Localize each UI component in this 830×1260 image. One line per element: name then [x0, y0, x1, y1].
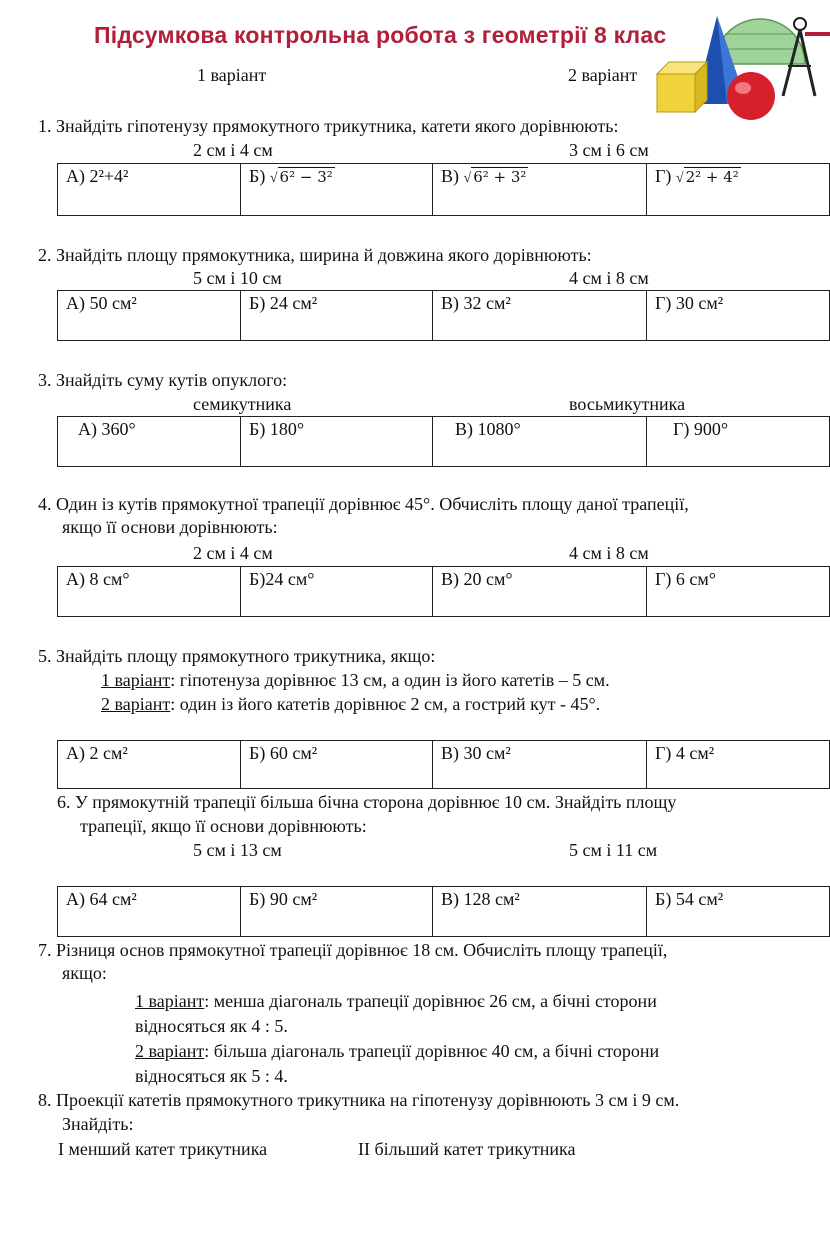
cube-icon — [657, 62, 707, 112]
answer-option[interactable]: Б) 180° — [241, 417, 433, 467]
question-6-text-line-2: трапеції, якщо її основи дорівнюють: — [80, 816, 367, 836]
answer-option[interactable]: Г) 30 см² — [647, 291, 830, 341]
answer-option[interactable]: Г) 6 см° — [647, 567, 830, 617]
question-4-variant-2: 4 см і 8 см — [569, 543, 649, 563]
answer-option[interactable]: А) 2 см² — [58, 741, 241, 789]
answer-option[interactable]: А) 64 см² — [58, 887, 241, 937]
question-2-variant-1: 5 см і 10 см — [193, 268, 282, 288]
question-8-part-2: ІІ більший катет трикутника — [358, 1139, 576, 1159]
question-2-text: 2. Знайдіть площу прямокутника, ширина й довжина якого дорівнюють: — [38, 245, 592, 265]
answer-option[interactable]: А) 50 см² — [58, 291, 241, 341]
answer-option[interactable]: Г) 900° — [647, 417, 830, 467]
question-7-variant-1: 1 варіант: менша діагональ трапеції дорівнює 26 см, а бічні сторони — [135, 991, 657, 1011]
variant-2-label: 2 варіант — [568, 65, 638, 85]
answer-option[interactable]: Г) 4 см² — [647, 741, 830, 789]
question-7-variant-2-cont: відносяться як 5 : 4. — [135, 1066, 288, 1086]
answer-option[interactable]: А) 8 см° — [58, 567, 241, 617]
sphere-icon — [727, 72, 775, 120]
question-3-variant-1: семикутника — [193, 394, 292, 414]
variant-1-label: 1 варіант — [197, 65, 267, 85]
question-7-text-line-1: 7. Різниця основ прямокутної трапеції дорівнює 18 см. Обчисліть площу трапеції, — [38, 940, 668, 960]
question-3-answers — [57, 416, 830, 467]
question-4-answers — [57, 566, 830, 617]
question-1-text: 1. Знайдіть гіпотенузу прямокутного трикутника, катети якого дорівнюють: — [38, 116, 619, 136]
answer-option[interactable]: Б) 24 см² — [241, 291, 433, 341]
answer-option[interactable]: В) 32 см² — [433, 291, 647, 341]
question-6-text-line-1: 6. У прямокутній трапеції більша бічна сторона дорівнює 10 см. Знайдіть площу — [57, 792, 677, 812]
question-4-variant-1: 2 см і 4 см — [193, 543, 273, 563]
question-5-answers — [57, 740, 830, 789]
question-1-variant-2: 3 см і 6 см — [569, 140, 649, 160]
answer-option[interactable]: А) 360° — [58, 417, 241, 467]
answer-option[interactable]: Г) √ 2² + 4² — [647, 164, 830, 216]
question-6-answers — [57, 886, 830, 937]
answer-option[interactable]: В) 128 см² — [433, 887, 647, 937]
answer-option[interactable]: Б)24 см° — [241, 567, 433, 617]
question-3-variant-2: восьмикутника — [569, 394, 686, 414]
question-8-part-1: І менший катет трикутника — [58, 1139, 268, 1159]
question-6-variant-2: 5 см і 11 см — [569, 840, 658, 860]
question-5-variant-2: 2 варіант: один із його катетів дорівнює 2 см, а гострий кут - 45°. — [101, 694, 601, 714]
question-4-text-line-2: якщо її основи дорівнюють: — [62, 517, 278, 537]
question-4-text-line-1: 4. Один із кутів прямокутної трапеції дорівнює 45°. Обчисліть площу даної трапеції, — [38, 494, 689, 514]
answer-option[interactable]: В) 20 см° — [433, 567, 647, 617]
answer-option[interactable]: Б) 60 см² — [241, 741, 433, 789]
answer-option[interactable]: Б) 90 см² — [241, 887, 433, 937]
question-7-variant-1-cont: відносяться як 4 : 5. — [135, 1016, 288, 1036]
question-2-answers — [57, 290, 830, 341]
question-8-text-line-1: 8. Проекції катетів прямокутного трикутника на гіпотенузу дорівнюють 3 см і 9 см. — [38, 1090, 680, 1110]
page-title: Підсумкова контрольна робота з геометрії 8 клас — [94, 22, 667, 48]
question-7-text-line-2: якщо: — [62, 963, 107, 983]
question-8-text-line-2: Знайдіть: — [62, 1114, 134, 1134]
answer-option[interactable]: Б) √ 6² − 3² — [241, 164, 433, 216]
question-7-variant-2: 2 варіант: більша діагональ трапеції дорівнює 40 см, а бічні сторони — [135, 1041, 660, 1061]
answer-option[interactable]: А) 2²+4² — [58, 164, 241, 216]
answer-option[interactable]: В) √ 6² + 3² — [433, 164, 647, 216]
question-6-variant-1: 5 см і 13 см — [193, 840, 282, 860]
answer-option[interactable]: Б) 54 см² — [647, 887, 830, 937]
question-1-answers — [57, 163, 830, 216]
question-2-variant-2: 4 см і 8 см — [569, 268, 649, 288]
answer-option[interactable]: В) 30 см² — [433, 741, 647, 789]
geometry-illustration — [655, 4, 830, 122]
question-1-variant-1: 2 см і 4 см — [193, 140, 273, 160]
answer-option[interactable]: В) 1080° — [433, 417, 647, 467]
question-5-variant-1: 1 варіант: гіпотенуза дорівнює 13 см, а один із його катетів – 5 см. — [101, 670, 610, 690]
question-5-text: 5. Знайдіть площу прямокутного трикутника, якщо: — [38, 646, 436, 666]
question-3-text: 3. Знайдіть суму кутів опуклого: — [38, 370, 288, 390]
